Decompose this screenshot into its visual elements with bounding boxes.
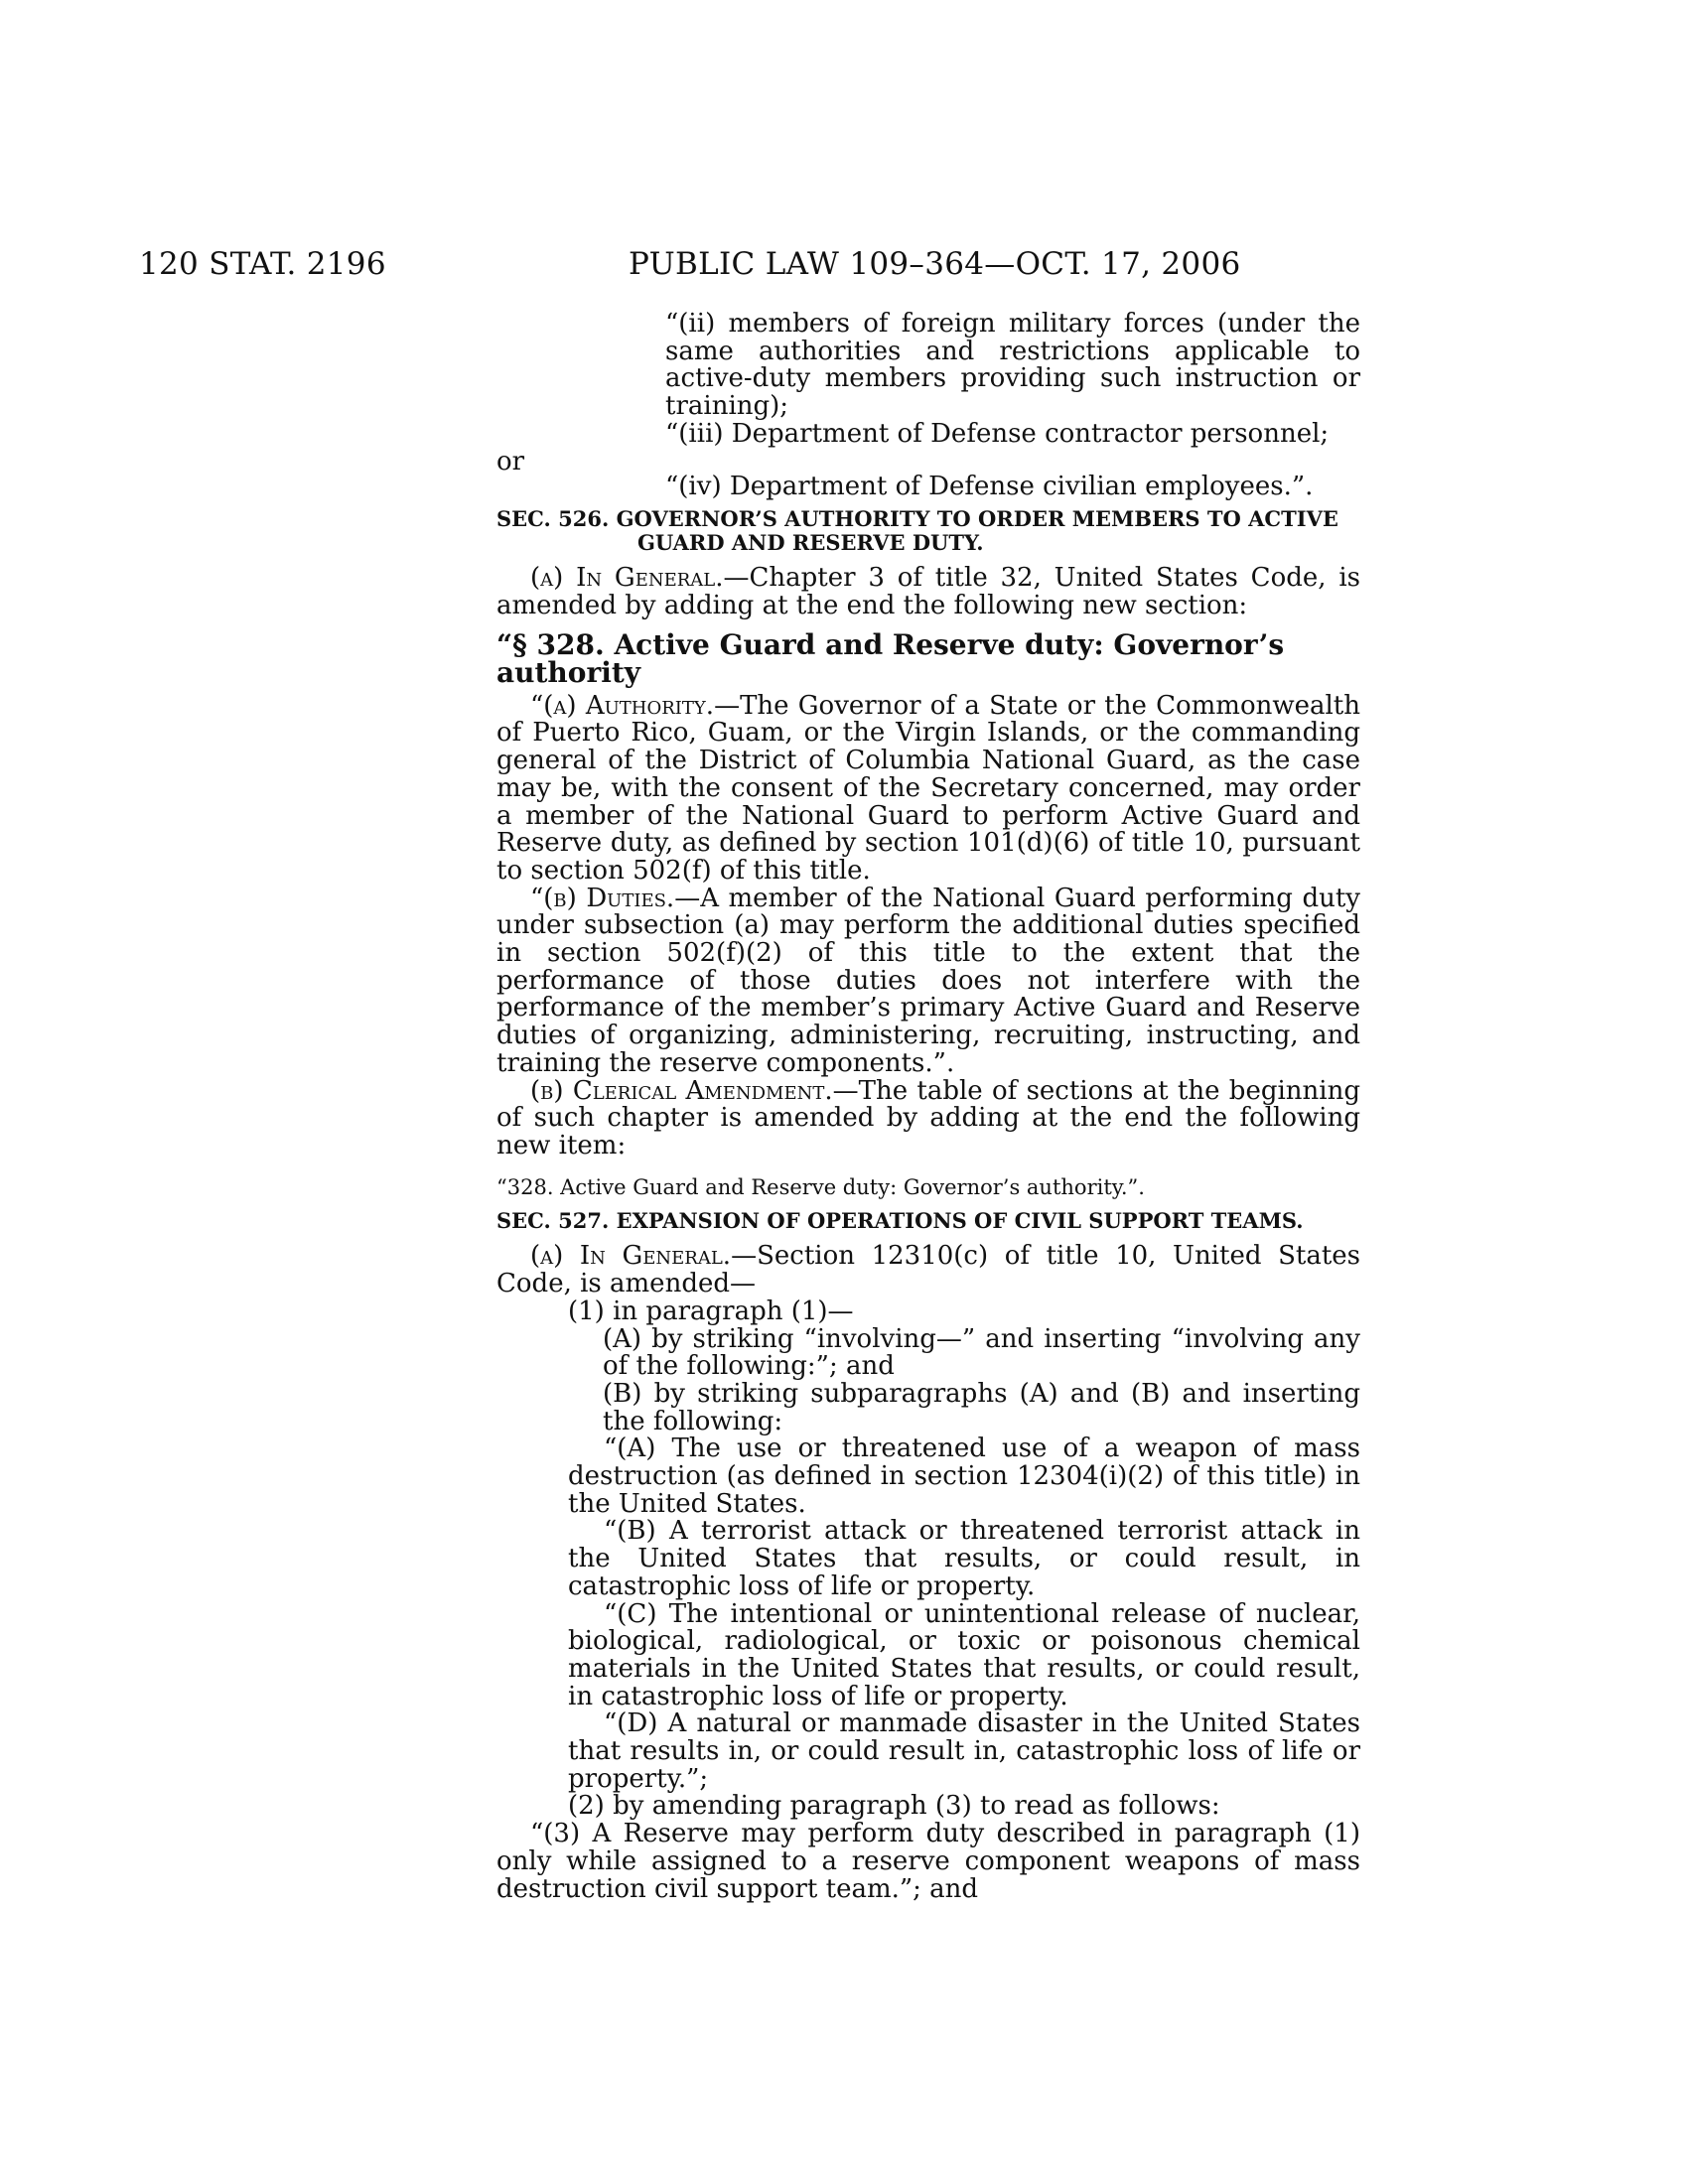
subsection-label: (a) In General. (530, 1241, 732, 1272)
quoted-paragraph-3: “(3) A Reserve may perform duty described in paragraph (1) only while assigned to a reserve component weapons of mass destruction civil support team.”; and (496, 1819, 1360, 1904)
sec328-duties (496, 883, 1360, 1078)
sec526-subsection-b (496, 1075, 1360, 1160)
section-527-heading: SEC. 527. EXPANSION OF OPERATIONS OF CIVIL SUPPORT TEAMS. (496, 1208, 1304, 1234)
list-item-ii: “(ii) members of foreign military forces (under the same authorities and restrictions applicable to active-duty members providing such instruction or training); (665, 309, 1360, 422)
subsection-label: (b) Clerical Amendment. (530, 1075, 833, 1106)
subsection-label: “(b) Duties. (530, 883, 675, 913)
running-header: PUBLIC LAW 109–364—OCT. 17, 2006 (629, 246, 1241, 282)
quoted-D: “(D) A natural or manmade disaster in the United States that results in, or could result in, catastrophic loss of life or property.”; (568, 1708, 1360, 1794)
list-item-iii: “(iii) Department of Defense contractor personnel; (665, 418, 1330, 449)
sec526-subsection-a (496, 562, 1360, 620)
subsection-label: “(a) Authority. (530, 690, 715, 721)
sec527-subsection-a (496, 1243, 1360, 1297)
subsection-text: —The Governor of a State or the Commonwealth of Puerto Rico, Guam, or the Virgin Islands, or the commanding general of the District of Columbia National Guard, as the case may be, with the consent of the Secretary concerned, may order a member of the National Guard to perform Active Guard and Reserve duty, as defined by section 101(d)(6) of title 10, pursuant to section 502(f) of this title. (496, 690, 1360, 886)
document-body (496, 311, 1360, 1903)
list-item-iv: “(iv) Department of Defense civilian employees.”. (665, 472, 1314, 502)
subsection-label: (a) In General. (530, 562, 724, 593)
section-526-heading: SEC. 526. GOVERNOR’S AUTHORITY TO ORDER MEMBERS TO ACTIVE GUARD AND RESERVE DUTY. (496, 505, 1338, 555)
subsection-text: —A member of the National Guard performing duty under subsection (a) may perform the additional duties specified in section 502(f)(2) of this title to the extent that the performance of those duties does not interfere with the performance of the member’s primary Active Guard and Reserve duties of organizing, administering, recruiting, instructing, and training the reserve components.”. (496, 883, 1360, 1078)
new-section-328-heading: “§ 328. Active Guard and Reserve duty: Governor’s authority (496, 628, 1285, 690)
subsection-text: —Section 12310(c) of title 10, United States Code, is amended— (496, 1241, 1361, 1299)
subparagraph-1A: (A) by striking “involving—” and inserting “involving any of the following:”; and (603, 1323, 1360, 1382)
quoted-A: “(A) The use or threatened use of a weapon of mass destruction (as defined in section 12304(i)(2) of this title) in the United States. (568, 1433, 1360, 1519)
subparagraph-1B: (B) by striking subparagraphs (A) and (B) and inserting the following: (603, 1378, 1360, 1436)
subsection-text: —The table of sections at the beginning of such chapter is amended by adding at the end the following new item: (496, 1075, 1360, 1160)
paragraph-2: (2) by amending paragraph (3) to read as follows: (568, 1791, 1220, 1822)
list-or: or (496, 446, 525, 477)
sec328-authority (496, 690, 1360, 886)
paragraph-1: (1) in paragraph (1)— (568, 1296, 854, 1326)
page-citation: 120 STAT. 2196 (139, 246, 386, 282)
quoted-C: “(C) The intentional or unintentional release of nuclear, biological, radiological, or toxic or poisonous chemical materials in the United States that results, or could result, in catastrophic loss of life or property. (568, 1598, 1360, 1711)
table-of-sections-item: “328. Active Guard and Reserve duty: Governor’s authority.”. (496, 1174, 1145, 1199)
quoted-B: “(B) A terrorist attack or threatened terrorist attack in the United States that results, or could result, in catastrophic loss of life or property. (568, 1516, 1360, 1601)
subsection-text: —Chapter 3 of title 32, United States Code, is amended by adding at the end the following new section: (496, 562, 1360, 620)
